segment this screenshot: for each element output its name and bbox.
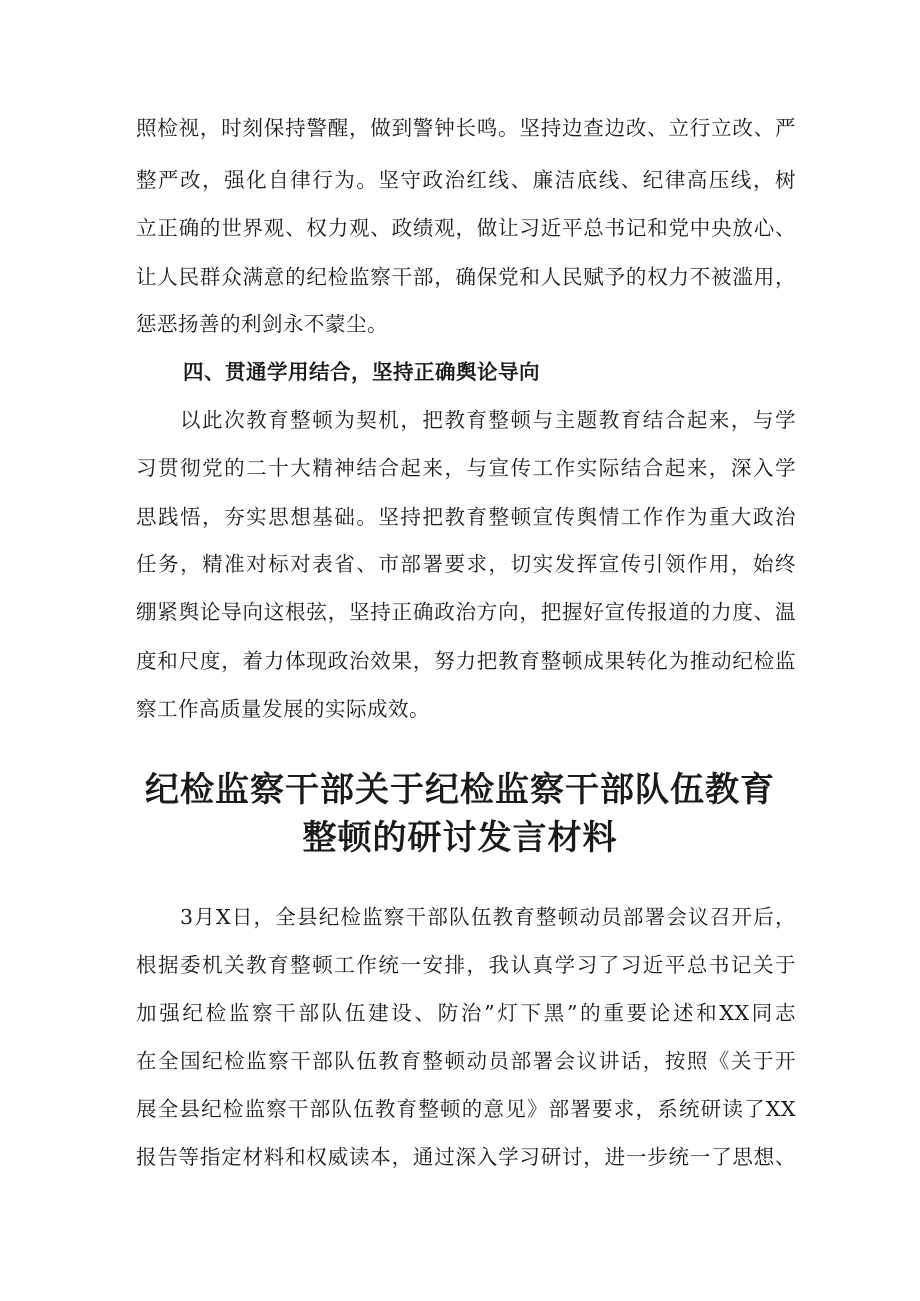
paragraph-line: 绷紧舆论导向这根弦，坚持正确政治方向，把握好宣传报道的力度、温: [136, 600, 796, 624]
paragraph-line: 在全国纪检监察干部队伍教育整顿动员部署会议讲话，按照《关于开: [136, 1049, 796, 1073]
paragraph-line: 报告等指定材料和权威读本，通过深入学习研讨，进一步统一了思想、: [136, 1145, 796, 1169]
paragraph-line: 任务，精准对标对表省、市部署要求，切实发挥宣传引领作用，始终: [136, 552, 796, 576]
article-title-line-1: 纪检监察干部关于纪检监察干部队伍教育: [145, 770, 775, 810]
paragraph-line: 惩恶扬善的利剑永不蒙尘。: [136, 312, 388, 336]
paragraph-line: 思践悟，夯实思想基础。坚持把教育整顿宣传舆情工作作为重大政治: [136, 505, 796, 529]
paragraph-line: 根据委机关教育整顿工作统一安排，我认真学习了习近平总书记关于: [136, 953, 796, 977]
paragraph-line: 让人民群众满意的纪检监察干部，确保党和人民赋予的权力不被滥用，: [136, 265, 796, 289]
paragraph-line: 察工作高质量发展的实际成效。: [136, 697, 430, 721]
paragraph-line: 整严改，强化自律行为。坚守政治红线、廉洁底线、纪律高压线，树: [136, 168, 796, 192]
paragraph-line: 习贯彻党的二十大精神结合起来，与宣传工作实际结合起来，深入学: [136, 456, 796, 480]
paragraph-line: 立正确的世界观、权力观、政绩观，做让习近平总书记和党中央放心、: [136, 216, 796, 240]
paragraph-line: 展全县纪检监察干部队伍教育整顿的意见》部署要求，系统研读了XX: [136, 1097, 796, 1121]
section-heading: 四、贯通学用结合，坚持正确舆论导向: [183, 360, 540, 384]
paragraph-line: 度和尺度，着力体现政治效果，努力把教育整顿成果转化为推动纪检监: [136, 649, 796, 673]
article-title-line-2: 整顿的研讨发言材料: [302, 818, 618, 858]
paragraph-line: 以此次教育整顿为契机，把教育整顿与主题教育结合起来，与学: [180, 408, 796, 432]
paragraph-line: 照检视，时刻保持警醒，做到警钟长鸣。坚持边查边改、立行立改、严: [136, 116, 796, 140]
paragraph-line: 3月X日，全县纪检监察干部队伍教育整顿动员部署会议召开后，: [180, 905, 796, 929]
paragraph-line: 加强纪检监察干部队伍建设、防治”灯下黑”的重要论述和XX同志: [136, 1001, 796, 1025]
